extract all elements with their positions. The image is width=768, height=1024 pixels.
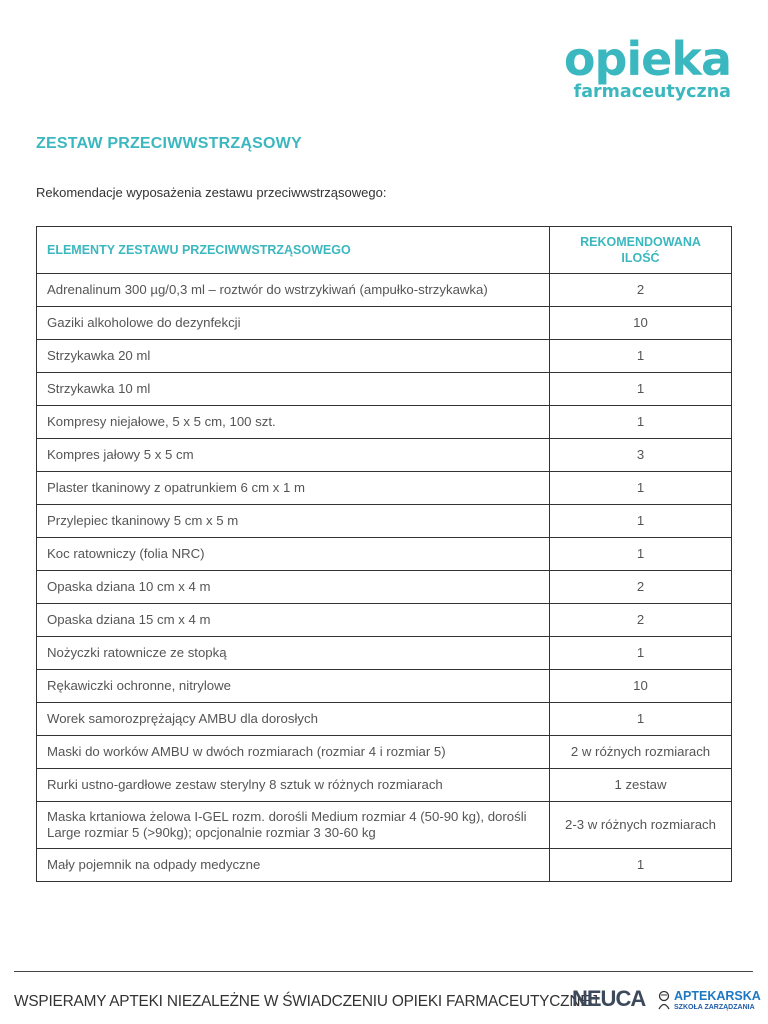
- item-quantity-cell: 1: [550, 373, 732, 406]
- item-quantity-cell: 2: [550, 571, 732, 604]
- item-quantity-cell: 10: [550, 307, 732, 340]
- logo-sub-text: farmaceutyczna: [573, 82, 731, 102]
- item-quantity-cell: 1 zestaw: [550, 769, 732, 802]
- table-row: [37, 736, 732, 769]
- intro-text: Rekomendacje wyposażenia zestawu przeciwwstrząsowego:: [36, 185, 387, 200]
- item-name-cell: Mały pojemnik na odpady medyczne: [37, 849, 550, 882]
- item-quantity-cell: 1: [550, 637, 732, 670]
- aptekarska-subtitle: SZKOŁA ZARZĄDZANIA: [674, 1004, 755, 1011]
- item-name-cell: Worek samorozprężający AMBU dla dorosłych: [37, 703, 550, 736]
- item-quantity-cell: 1: [550, 703, 732, 736]
- item-name-cell: Opaska dziana 15 cm x 4 m: [37, 604, 550, 637]
- item-name-cell: Przylepiec tkaninowy 5 cm x 5 m: [37, 505, 550, 538]
- kit-table: [36, 226, 732, 882]
- table-row: [37, 802, 732, 849]
- item-quantity-cell: 2: [550, 604, 732, 637]
- item-quantity-cell: 3: [550, 439, 732, 472]
- opieka-farmaceutyczna-logo: [564, 34, 731, 102]
- header-quantity: REKOMENDOWANA ILOŚĆ: [550, 227, 732, 274]
- item-name-cell: Rękawiczki ochronne, nitrylowe: [37, 670, 550, 703]
- item-name-cell: Maski do worków AMBU w dwóch rozmiarach (rozmiar 4 i rozmiar 5): [37, 736, 550, 769]
- item-name-cell: Nożyczki ratownicze ze stopką: [37, 637, 550, 670]
- table-row: [37, 703, 732, 736]
- table-row: [37, 439, 732, 472]
- item-name-cell: Rurki ustno-gardłowe zestaw sterylny 8 sztuk w różnych rozmiarach: [37, 769, 550, 802]
- item-quantity-cell: 1: [550, 849, 732, 882]
- table-row: [37, 769, 732, 802]
- table-row: [37, 307, 732, 340]
- item-quantity-cell: 1: [550, 538, 732, 571]
- item-quantity-cell: 10: [550, 670, 732, 703]
- footer-divider: [14, 971, 753, 972]
- item-quantity-cell: 2: [550, 274, 732, 307]
- header-items: ELEMENTY ZESTAWU PRZECIWWSTRZĄSOWEGO: [37, 227, 550, 274]
- table-row: [37, 274, 732, 307]
- table-row: [37, 406, 732, 439]
- kit-table-body: [37, 274, 732, 882]
- item-quantity-cell: 1: [550, 340, 732, 373]
- item-quantity-cell: 1: [550, 406, 732, 439]
- table-row: [37, 637, 732, 670]
- table-row: [37, 849, 732, 882]
- item-name-cell: Strzykawka 20 ml: [37, 340, 550, 373]
- aptekarska-name: APTEKARSKA: [674, 989, 761, 1003]
- item-name-cell: Adrenalinum 300 µg/0,3 ml – roztwór do wstrzykiwań (ampułko-strzykawka): [37, 274, 550, 307]
- logo-main-text: opieka: [563, 32, 731, 86]
- table-row: [37, 604, 732, 637]
- item-name-cell: Kompres jałowy 5 x 5 cm: [37, 439, 550, 472]
- table-row: [37, 670, 732, 703]
- table-row: [37, 340, 732, 373]
- page-title: ZESTAW PRZECIWWSTRZĄSOWY: [36, 135, 302, 152]
- item-name-cell: Plaster tkaninowy z opatrunkiem 6 cm x 1 m: [37, 472, 550, 505]
- item-quantity-cell: 1: [550, 472, 732, 505]
- item-name-cell: Strzykawka 10 ml: [37, 373, 550, 406]
- item-quantity-cell: 2 w różnych rozmiarach: [550, 736, 732, 769]
- aptekarska-emblem-icon: [657, 990, 671, 1010]
- table-header-row: [37, 227, 732, 274]
- item-name-cell: Maska krtaniowa żelowa I-GEL rozm. dorośli Medium rozmiar 4 (50-90 kg), dorośli Large rozmiar 5 (>90kg); opcjonalnie rozmiar 3 30-60 kg: [37, 802, 550, 849]
- table-row: [37, 571, 732, 604]
- item-quantity-cell: 2-3 w różnych rozmiarach: [550, 802, 732, 849]
- table-row: [37, 373, 732, 406]
- item-name-cell: Kompresy niejałowe, 5 x 5 cm, 100 szt.: [37, 406, 550, 439]
- footer-slogan: WSPIERAMY APTEKI NIEZALEŻNE W ŚWIADCZENIU OPIEKI FARMACEUTYCZNEJ: [14, 993, 598, 1010]
- item-name-cell: Koc ratowniczy (folia NRC): [37, 538, 550, 571]
- table-row: [37, 538, 732, 571]
- neuca-logo: NEUCA: [572, 986, 646, 1011]
- table-row: [37, 472, 732, 505]
- item-name-cell: Gaziki alkoholowe do dezynfekcji: [37, 307, 550, 340]
- item-quantity-cell: 1: [550, 505, 732, 538]
- item-name-cell: Opaska dziana 10 cm x 4 m: [37, 571, 550, 604]
- table-row: [37, 505, 732, 538]
